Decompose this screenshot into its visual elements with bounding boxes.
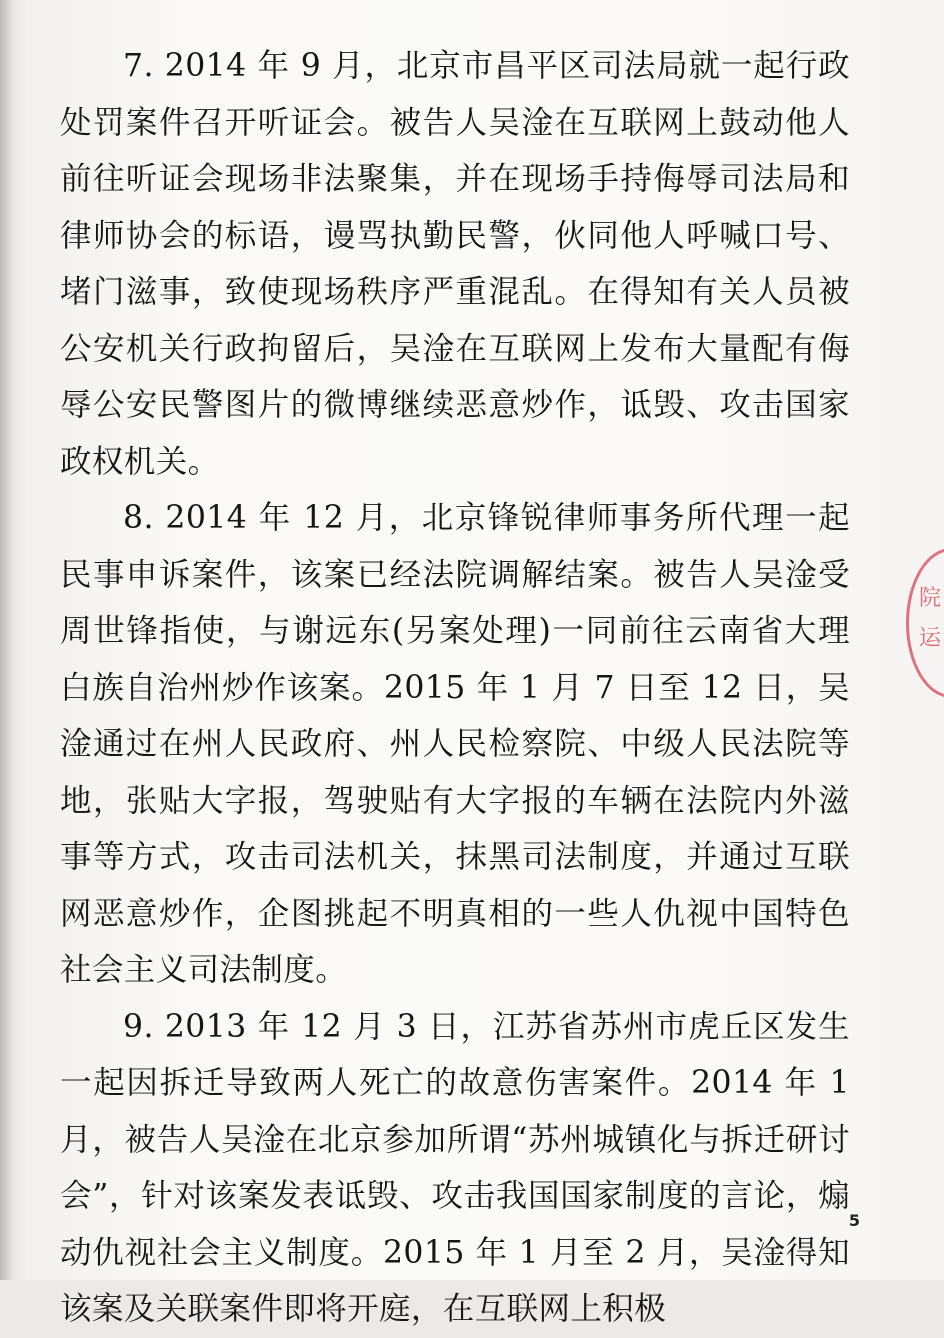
binding-shadow — [0, 0, 14, 1280]
paragraph-9: 9. 2013 年 12 月 3 日，江苏省苏州市虎丘区发生一起因拆迁导致两人死亡的故意伤害案件。2014 年 1 月，被告人吴淦在北京参加所谓“苏州城镇化与拆迁研讨会”，针对该案发表诋毁、攻击我国国家制度的言论，煽动仇视社会主义制度。2015 年 1 月至 2 月，吴淦得知该案及关联案件即将开庭，在互联网上积极 — [60, 1008, 850, 1327]
document-body — [60, 38, 850, 1338]
paragraph-7: 7. 2014 年 9 月，北京市昌平区司法局就一起行政处罚案件召开听证会。被告人吴淦在互联网上鼓动他人前往听证会现场非法聚集，并在现场手持侮辱司法局和律师协会的标语，谩骂执勤民警，伙同他人呼喊口号、堵门滋事，致使现场秩序严重混乱。在得知有关人员被公安机关行政拘留后，吴淦在互联网上发布大量配有侮辱公安民警图片的微博继续恶意炒作，诋毁、攻击国家政权机关。 — [60, 48, 850, 480]
red-seal-stamp: 院 运 — [906, 548, 944, 698]
paragraph-8: 8. 2014 年 12 月，北京锋锐律师事务所代理一起民事申诉案件，该案已经法院调解结案。被告人吴淦受周世锋指使，与谢远东(另案处理)一同前往云南省大理白族自治州炒作该案。2015 年 1 月 7 日至 12 日，吴淦通过在州人民政府、州人民检察院、中级人民法院等地，张贴大字报，驾驶贴有大字报的车辆在法院内外滋事等方式，攻击司法机关，抹黑司法制度，并通过互联网恶意炒作，企图挑起不明真相的一些人仇视中国特色社会主义司法制度。 — [60, 500, 850, 988]
page-number: 5 — [848, 1211, 860, 1230]
